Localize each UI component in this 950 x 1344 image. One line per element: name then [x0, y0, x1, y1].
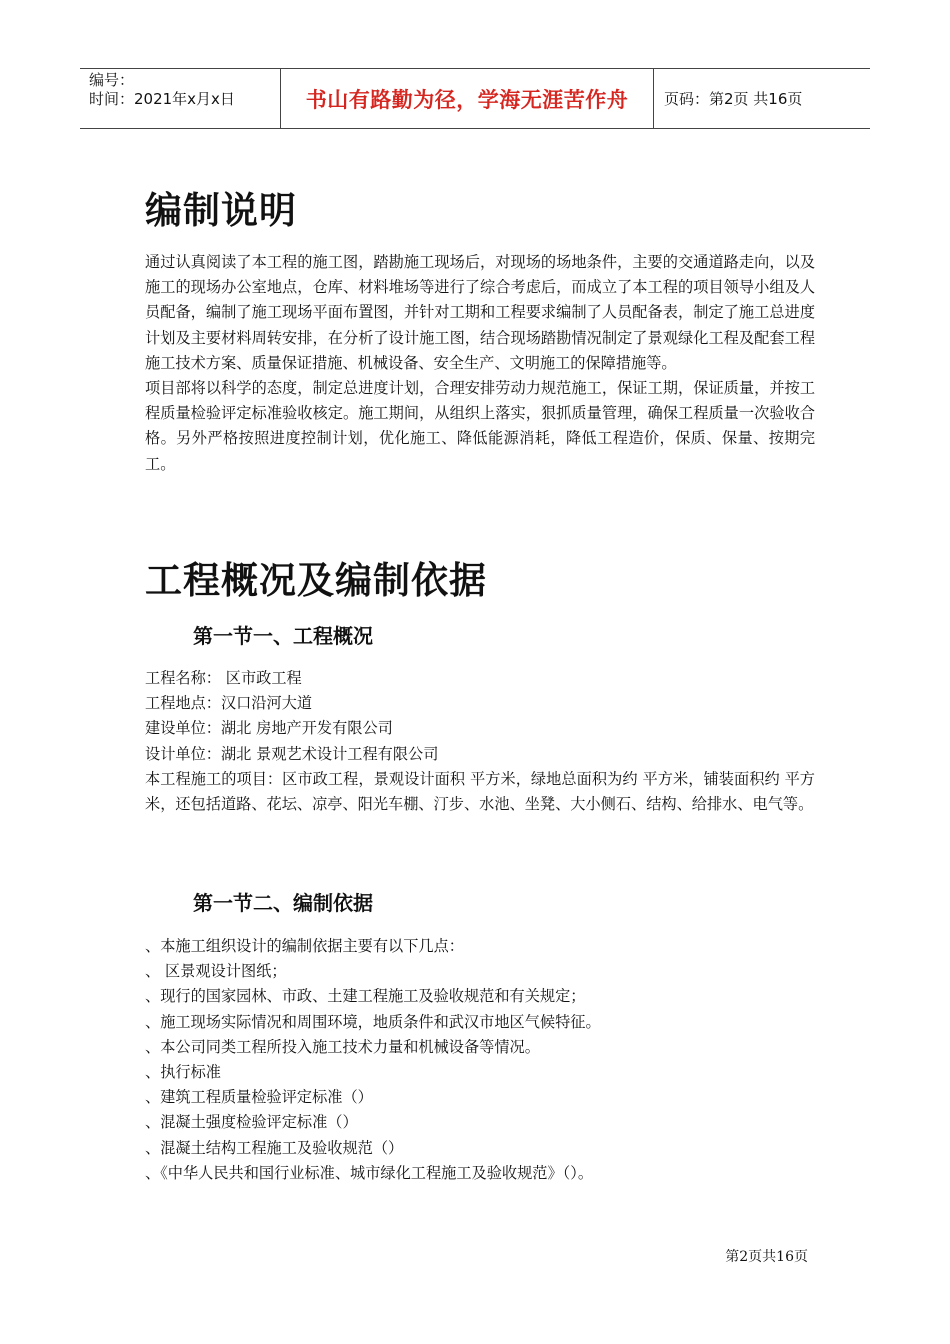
basis-item: 、本施工组织设计的编制依据主要有以下几点： — [145, 937, 464, 955]
page-header — [80, 68, 870, 129]
basis-item: 、混凝土强度检验评定标准（） — [145, 1113, 358, 1132]
basis-item: 、执行标准 — [145, 1063, 221, 1082]
section1-body — [145, 250, 815, 477]
page-footer-number: 第2页共16页 — [725, 1249, 808, 1265]
section-title-project-overview: 工程概况及编制依据 — [145, 559, 487, 602]
project-scope-paragraph: 本工程施工的项目：区市政工程，景观设计面积 平方米，绿地总面积为约 平方米，铺装面积约 平方米，还包括道路、花坛、凉亭、阳光车棚、汀步、水池、坐凳、大小侧石、结构、给排水、电气等。 — [145, 769, 815, 814]
designer-line: 设计单位：湖北 景观艺术设计工程有限公司 — [145, 744, 439, 763]
header-code-label: 编号： — [89, 71, 135, 89]
basis-item: 、现行的国家园林、市政、土建工程施工及验收规范和有关规定； — [145, 987, 586, 1006]
subsection-overview-body — [145, 666, 815, 817]
basis-item: 、施工现场实际情况和周围环境，地质条件和武汉市地区气候特征。 — [145, 1012, 601, 1031]
header-meta — [80, 69, 281, 128]
header-motto: 书山有路勤为径，学海无涯苦作舟 — [281, 69, 654, 128]
section1-paragraph-2: 项目部将以科学的态度，制定总进度计划，合理安排劳动力规范施工，保证工期，保证质量，并按工程质量检验评定标准验收核定。施工期间，从组织上落实，狠抓质量管理，确保工程质量一次验收合格。另外严格按照进度控制计划，优化施工、降低能源消耗，降低工程造价，保质、保量、按期完工。 — [145, 379, 815, 473]
header-page-info: 页码：第2页 共16页 — [664, 90, 803, 108]
subsection-title-overview: 第一节一、工程概况 — [193, 624, 373, 648]
section1-paragraph-1: 通过认真阅读了本工程的施工图，踏勘施工现场后，对现场的场地条件，主要的交通道路走向，以及施工的现场办公室地点，仓库、材料堆场等进行了综合考虑后，而成立了本工程的项目领导小组及人员配备，编制了施工现场平面布置图，并针对工期和工程要求编制了人员配备表，制定了施工总进度计划及主要材料周转安排，在分析了设计施工图，结合现场踏勘情况制定了景观绿化工程及配套工程施工技术方案、质量保证措施、机械设备、安全生产、文明施工的保障措施等。 — [145, 253, 815, 372]
project-name-line: 工程名称： 区市政工程 — [145, 669, 302, 687]
subsection-title-basis: 第一节二、编制依据 — [193, 891, 373, 915]
project-location-line: 工程地点：汉口沿河大道 — [145, 694, 313, 713]
subsection-basis-body — [145, 934, 815, 1186]
basis-item: 、本公司同类工程所投入施工技术力量和机械设备等情况。 — [145, 1037, 540, 1056]
builder-line: 建设单位：湖北 房地产开发有限公司 — [145, 719, 393, 738]
basis-item: 、《中华人民共和国行业标准、城市绿化工程施工及验收规范》（）。 — [145, 1163, 594, 1182]
basis-item: 、 区景观设计图纸； — [145, 962, 287, 981]
section-title-compilation-notes: 编制说明 — [145, 189, 297, 232]
basis-item: 、建筑工程质量检验评定标准（） — [145, 1088, 373, 1107]
header-date: 时间：2021年x月x日 — [89, 90, 235, 108]
basis-item: 、混凝土结构工程施工及验收规范（） — [145, 1138, 404, 1157]
